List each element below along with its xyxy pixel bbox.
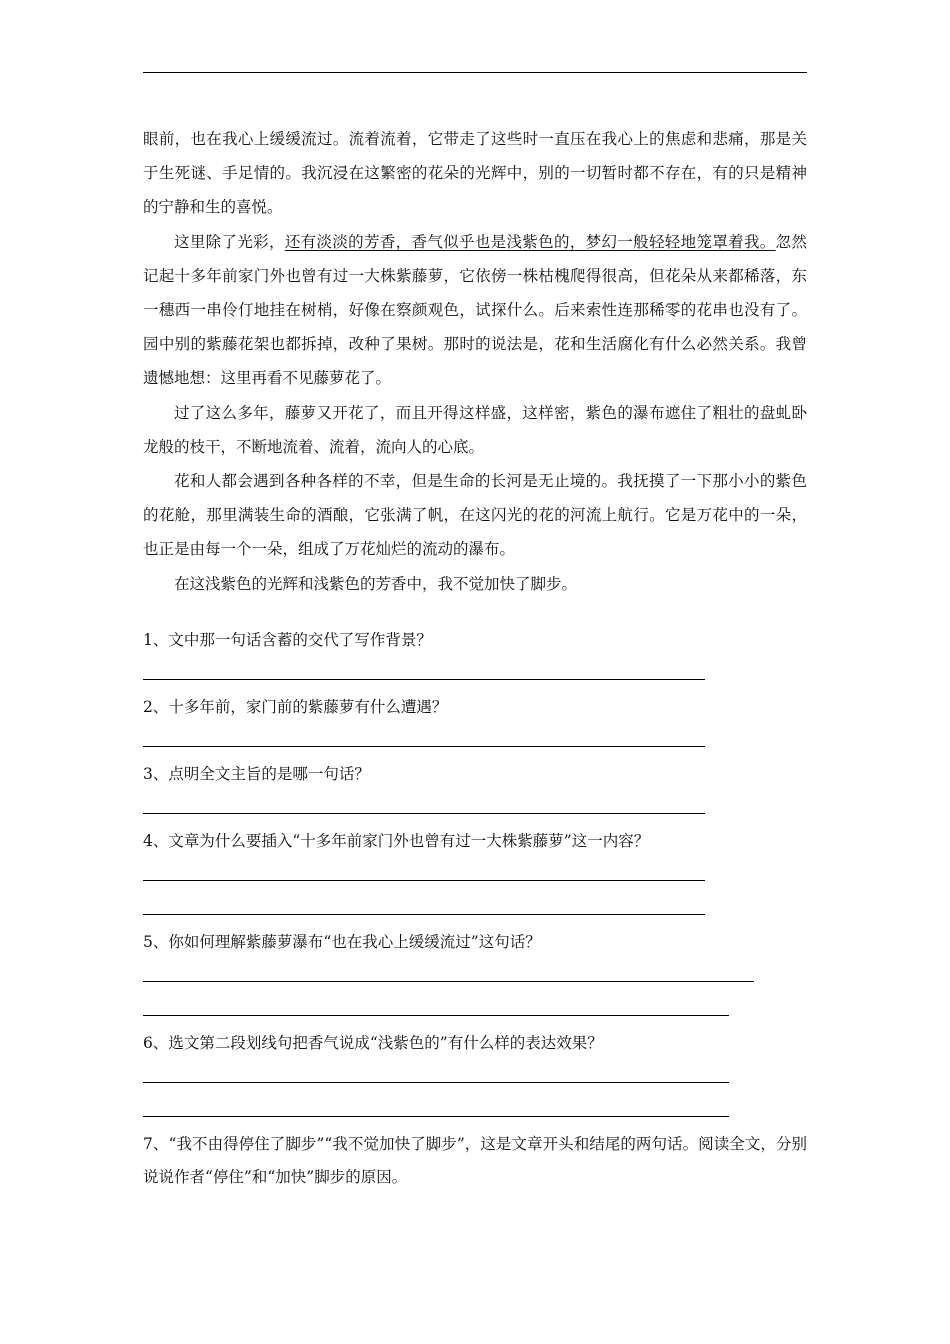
answer-line[interactable] — [143, 881, 705, 915]
answer-line[interactable] — [143, 1060, 729, 1083]
question-7 — [143, 1128, 807, 1194]
answer-line[interactable] — [143, 791, 705, 814]
answer-line[interactable] — [143, 724, 705, 747]
question-5-text: 5、你如何理解紫藤萝瀑布“也在我心上缓缓流过”这句话？ — [143, 933, 541, 951]
paragraph-2-start: 这里除了光彩， — [174, 232, 285, 251]
answer-line[interactable] — [143, 858, 705, 881]
question-2-text: 2、十多年前，家门前的紫藤萝有什么遭遇？ — [143, 698, 448, 716]
question-1 — [143, 624, 807, 680]
answer-line[interactable] — [143, 982, 729, 1016]
answer-line[interactable] — [143, 657, 705, 680]
answer-line[interactable] — [143, 1083, 729, 1117]
reading-passage — [143, 122, 807, 601]
question-3-text: 3、点明全文主旨的是哪一句话？ — [143, 765, 370, 783]
question-3 — [143, 758, 807, 814]
passage-paragraph-2 — [143, 225, 807, 396]
passage-paragraph-1: 眼前，也在我心上缓缓流过。流着流着，它带走了这些时一直压在我心上的焦虑和悲痛，那是关于生死谜、手足情的。我沉浸在这繁密的花朵的光辉中，别的一切暂时都不存在，有的只是精神的宁静和生的喜悦。 — [143, 130, 807, 217]
passage-paragraph-5: 在这浅紫色的光辉和浅紫色的芳香中，我不觉加快了脚步。 — [174, 574, 578, 593]
passage-paragraph-4: 花和人都会遇到各种各样的不幸，但是生命的长河是无止境的。我抚摸了一下那小小的紫色的花舱，那里满装生命的酒酿，它张满了帆，在这闪光的花的河流上航行。它是万花中的一朵，也正是由每一个一朵，组成了万花灿烂的流动的瀑布。 — [143, 472, 807, 559]
question-6-text: 6、选文第二段划线句把香气说成“浅紫色的”有什么样的表达效果？ — [143, 1034, 603, 1052]
question-5 — [143, 926, 807, 1016]
question-4-text: 4、文章为什么要插入“十多年前家门外也曾有过一大株紫藤萝”这一内容？ — [143, 832, 650, 850]
question-1-text: 1、文中那一句话含蓄的交代了写作背景？ — [143, 631, 432, 649]
passage-paragraph-3: 过了这么多年，藤萝又开花了，而且开得这样盛，这样密，紫色的瀑布遮住了粗壮的盘虬卧龙般的枝干，不断地流着、流着，流向人的心底。 — [143, 403, 807, 456]
question-2 — [143, 691, 807, 747]
paragraph-2-rest: 忽然记起十多年前家门外也曾有过一大株紫藤萝，它依傍一株枯槐爬得很高，但花朵从来都稀落，东一穗西一串伶仃地挂在树梢，好像在察颜观色，试探什么。后来索性连那稀零的花串也没有了。园中别的紫藤花架也都拆掉，改种了果树。那时的说法是，花和生活腐化有什么必然关系。我曾遗憾地想：这里再看不见藤萝花了。 — [143, 232, 807, 388]
header-rule — [143, 72, 807, 73]
question-7-text: 7、“我不由得停住了脚步”“我不觉加快了脚步”，这是文章开头和结尾的两句话。阅读全文，分别说说作者“停住”和“加快”脚步的原因。 — [143, 1135, 807, 1186]
question-4 — [143, 825, 807, 915]
answer-line[interactable] — [143, 959, 754, 982]
question-list — [143, 624, 807, 1194]
question-6 — [143, 1027, 807, 1117]
underlined-sentence: 还有淡淡的芳香，香气似乎也是浅紫色的，梦幻一般轻轻地笼罩着我。 — [284, 232, 776, 251]
